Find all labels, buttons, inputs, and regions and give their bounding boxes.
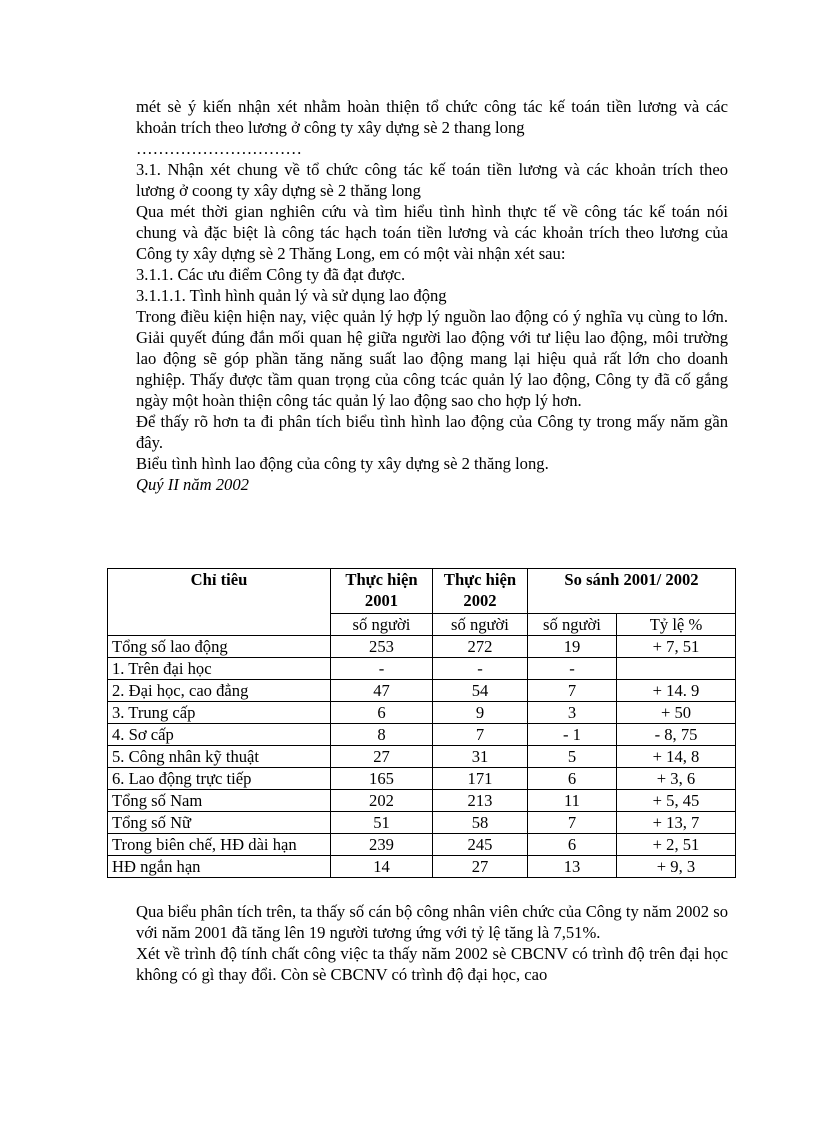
document-body-top <box>136 96 728 495</box>
header-2001: Thực hiện 2001 <box>331 569 433 614</box>
row-diff: 13 <box>528 856 617 878</box>
analysis-intro-paragraph: Để thấy rõ hơn ta đi phân tích biểu tình hình lao động của Công ty trong mấy năm gần đây. <box>136 412 728 452</box>
header-compare: So sánh 2001/ 2002 <box>528 569 736 614</box>
row-diff: 6 <box>528 834 617 856</box>
row-value-2001: 51 <box>331 812 433 834</box>
table-row <box>108 680 736 702</box>
row-value-2001: 14 <box>331 856 433 878</box>
row-ratio: + 13, 7 <box>617 812 736 834</box>
header-indicator: Chỉ tiêu <box>108 569 331 636</box>
qualification-paragraph: Xét về trình độ tính chất công việc ta thấy năm 2002 sè CBCNV có trình độ trên đại học không có gì thay đổi. Còn sè CBCNV có trình độ đại học, cao <box>136 944 728 984</box>
table-row <box>108 790 736 812</box>
dotted-line: ………………………… <box>136 139 302 158</box>
document-body-bottom <box>136 901 728 985</box>
row-diff: - <box>528 658 617 680</box>
row-diff: - 1 <box>528 724 617 746</box>
row-ratio: + 2, 51 <box>617 834 736 856</box>
row-ratio: + 7, 51 <box>617 636 736 658</box>
row-label: HĐ ngắn hạn <box>108 856 331 878</box>
row-value-2002: - <box>433 658 528 680</box>
table-row <box>108 702 736 724</box>
row-label: 5. Công nhân kỹ thuật <box>108 746 331 768</box>
row-value-2001: 253 <box>331 636 433 658</box>
labor-table <box>107 568 736 878</box>
row-diff: 19 <box>528 636 617 658</box>
row-value-2001: 47 <box>331 680 433 702</box>
row-diff: 7 <box>528 812 617 834</box>
review-paragraph: Qua mét thời gian nghiên cứu và tìm hiểu tình hình thực tế về công tác kế toán nói chung và đặc biệt là công tác hạch toán tiền lương và các khoản trích theo lương của Công ty xây dựng sè 2 Thăng Long, em có một vài nhận xét sau: <box>136 202 728 263</box>
section-heading-3-1-1-1: 3.1.1.1. Tình hình quản lý và sử dụng lao động <box>136 286 447 305</box>
table-row <box>108 746 736 768</box>
row-value-2002: 31 <box>433 746 528 768</box>
row-label: Trong biên chế, HĐ dài hạn <box>108 834 331 856</box>
table-title: Biểu tình hình lao động của công ty xây dựng sè 2 thăng long. <box>136 454 549 473</box>
row-value-2002: 54 <box>433 680 528 702</box>
row-label: Tổng số Nam <box>108 790 331 812</box>
row-value-2002: 245 <box>433 834 528 856</box>
subheader-ratio: Tỷ lệ % <box>617 614 736 636</box>
row-diff: 6 <box>528 768 617 790</box>
row-value-2001: 8 <box>331 724 433 746</box>
row-value-2001: 6 <box>331 702 433 724</box>
row-diff: 3 <box>528 702 617 724</box>
row-label: 3. Trung cấp <box>108 702 331 724</box>
row-value-2002: 27 <box>433 856 528 878</box>
row-value-2002: 272 <box>433 636 528 658</box>
row-label: 2. Đại học, cao đẳng <box>108 680 331 702</box>
row-value-2002: 7 <box>433 724 528 746</box>
section-heading-3-1-1: 3.1.1. Các ưu điểm Công ty đã đạt được. <box>136 265 406 284</box>
row-value-2001: - <box>331 658 433 680</box>
row-diff: 11 <box>528 790 617 812</box>
row-label: 6. Lao động trực tiếp <box>108 768 331 790</box>
subheader-persons-diff: số người <box>528 614 617 636</box>
row-label: 1. Trên đại học <box>108 658 331 680</box>
table-row <box>108 636 736 658</box>
row-value-2002: 213 <box>433 790 528 812</box>
row-value-2002: 58 <box>433 812 528 834</box>
row-diff: 7 <box>528 680 617 702</box>
row-diff: 5 <box>528 746 617 768</box>
table-row <box>108 658 736 680</box>
row-value-2001: 27 <box>331 746 433 768</box>
row-value-2002: 171 <box>433 768 528 790</box>
row-value-2001: 239 <box>331 834 433 856</box>
row-ratio: + 14. 9 <box>617 680 736 702</box>
row-ratio <box>617 658 736 680</box>
row-label: Tổng số Nữ <box>108 812 331 834</box>
table-caption-period: Quý II năm 2002 <box>136 475 249 494</box>
row-ratio: + 9, 3 <box>617 856 736 878</box>
row-label: 4. Sơ cấp <box>108 724 331 746</box>
row-value-2001: 165 <box>331 768 433 790</box>
table-row <box>108 834 736 856</box>
table-row <box>108 724 736 746</box>
table-row <box>108 768 736 790</box>
row-ratio: + 5, 45 <box>617 790 736 812</box>
row-ratio: + 3, 6 <box>617 768 736 790</box>
table-row <box>108 856 736 878</box>
subheader-persons-2001: số người <box>331 614 433 636</box>
labor-management-paragraph: Trong điều kiện hiện nay, việc quản lý hợp lý nguồn lao động có ý nghĩa vụ cùng to lớn. Giải quyết đúng đắn mối quan hệ giữa người lao động với tư liệu lao động, môi trường lao động sẽ góp phần tăng năng suất lao động mang lại hiệu quả rất lớn cho doanh nghiệp. Thấy được tầm quan trọng của công tcác quản lý lao động, Công ty đã cố gắng ngày một hoàn thiện công tác quản lý lao động sao cho hợp lý hơn. <box>136 307 728 410</box>
row-value-2002: 9 <box>433 702 528 724</box>
row-ratio: - 8, 75 <box>617 724 736 746</box>
table-row <box>108 812 736 834</box>
row-label: Tổng số lao động <box>108 636 331 658</box>
labor-table-wrapper <box>107 568 735 878</box>
row-ratio: + 14, 8 <box>617 746 736 768</box>
row-ratio: + 50 <box>617 702 736 724</box>
section-heading-3-1: 3.1. Nhận xét chung về tổ chức công tác kế toán tiền lương và các khoản trích theo lương ở coong ty xây dựng sè 2 thăng long <box>136 160 728 200</box>
subheader-persons-2002: số người <box>433 614 528 636</box>
intro-paragraph: mét sè ý kiến nhận xét nhằm hoàn thiện tổ chức công tác kế toán tiền lương và các khoản trích theo lương ở công ty xây dựng sè 2 thang long <box>136 97 728 137</box>
conclusion-paragraph: Qua biểu phân tích trên, ta thấy số cán bộ công nhân viên chức của Công ty năm 2002 so với năm 2001 đã tăng lên 19 người tương ứng với tỷ lệ tăng là 7,51%. <box>136 902 728 942</box>
row-value-2001: 202 <box>331 790 433 812</box>
header-2002: Thực hiện 2002 <box>433 569 528 614</box>
